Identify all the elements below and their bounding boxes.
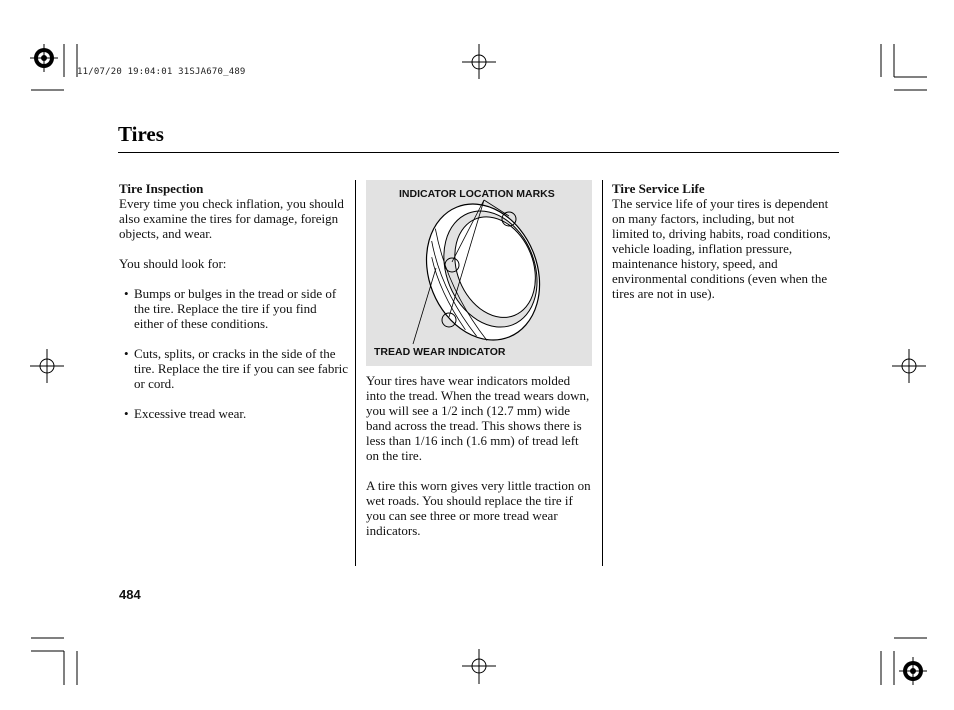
column-divider bbox=[602, 180, 603, 566]
list-item: • Bumps or bulges in the tread or side of the tire. Replace the tire if you find either of these conditions. bbox=[119, 286, 349, 331]
list-item: • Excessive tread wear. bbox=[119, 406, 349, 421]
page-number: 484 bbox=[119, 587, 141, 602]
list-item: • Cuts, splits, or cracks in the side of the tire. Replace the tire if you can see fabric or cord. bbox=[119, 346, 349, 391]
column-divider bbox=[355, 180, 356, 566]
tire-inspection-section bbox=[119, 181, 349, 421]
section-heading: Tire Inspection bbox=[119, 181, 204, 196]
page-title: Tires bbox=[118, 122, 164, 146]
tread-wear-figure bbox=[366, 180, 592, 366]
tire-service-life-section bbox=[612, 181, 834, 301]
inspection-checklist bbox=[119, 286, 349, 421]
figure-label-tread-wear-indicator: TREAD WEAR INDICATOR bbox=[374, 346, 506, 358]
wear-indicator-section bbox=[366, 373, 592, 538]
registration-target-bottom-right bbox=[899, 657, 927, 685]
figure-label-indicator-marks: INDICATOR LOCATION MARKS bbox=[399, 188, 555, 200]
crosshair-left-middle bbox=[30, 349, 64, 383]
paragraph: The service life of your tires is dependent on many factors, including, but not limited to, driving habits, road conditions, vehicle loading, inflation pressure, maintenance history, speed, and environmental conditions (even when the tires are not in use). bbox=[612, 196, 831, 301]
paragraph: You should look for: bbox=[119, 256, 227, 271]
registration-target-top-left bbox=[30, 44, 58, 72]
section-heading: Tire Service Life bbox=[612, 181, 705, 196]
paragraph: Your tires have wear indicators molded into the tread. When the tread wears down, you will see a 1/2 inch (12.7 mm) wide band across the tread. This shows there is less than 1/16 inch (1.6 mm) of tread left on the tire. bbox=[366, 373, 590, 463]
title-divider bbox=[118, 152, 839, 153]
paragraph: Every time you check inflation, you should also examine the tires for damage, foreign objects, and wear. bbox=[119, 196, 344, 241]
print-timestamp: 11/07/20 19:04:01 31SJA670_489 bbox=[77, 67, 246, 77]
crosshair-bottom-center bbox=[462, 649, 496, 684]
crosshair-right-middle bbox=[892, 349, 926, 383]
tire-illustration bbox=[366, 180, 592, 366]
paragraph: A tire this worn gives very little traction on wet roads. You should replace the tire if you can see three or more tread wear indicators. bbox=[366, 478, 591, 538]
crosshair-top-center bbox=[462, 44, 496, 79]
